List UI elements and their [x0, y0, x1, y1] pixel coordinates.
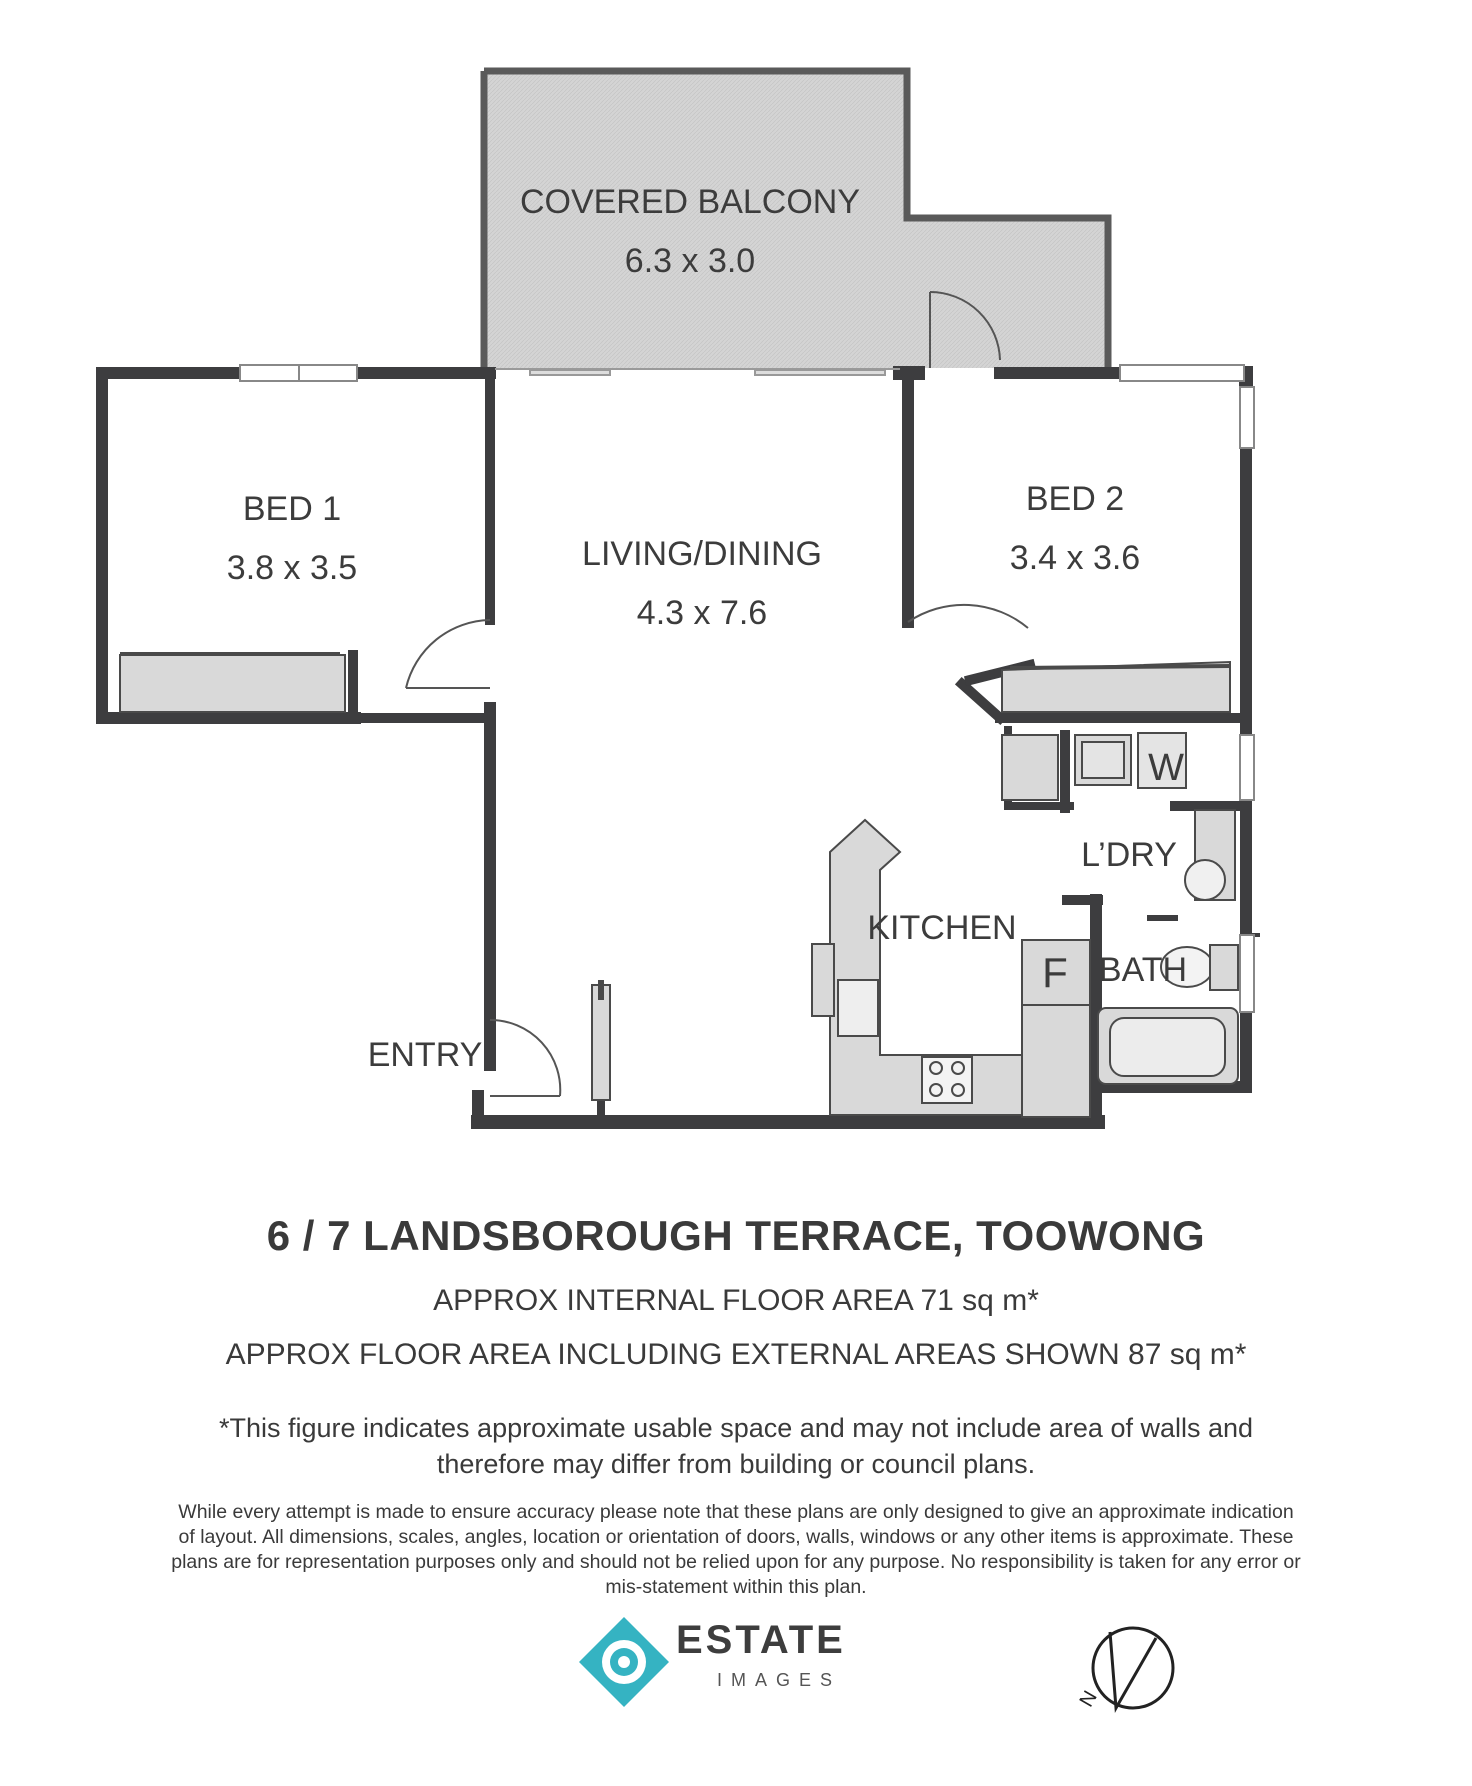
bed1-size: 3.8 x 3.5	[226, 549, 358, 587]
living-name: LIVING/DINING	[582, 535, 822, 573]
brand-sub: IMAGES	[717, 1670, 842, 1690]
bed1-name: BED 1	[242, 490, 342, 528]
bed2-name: BED 2	[1025, 480, 1125, 518]
area-note: *This figure indicates approximate usable space and may not include area of walls and therefore may differ from building or council plans.	[218, 1413, 1254, 1479]
internal-floor-area: APPROX INTERNAL FLOOR AREA 71 sq m*	[433, 1284, 1039, 1317]
kitchen-name: KITCHEN	[867, 909, 1017, 947]
disclaimer: While every attempt is made to ensure accuracy please note that these plans are only designed to give an approximate indication of layout. All dimensions, scales, angles, location or orientation of doors, walls, windows or any other items is approximate. These plans are for representation purposes only and should not be relied upon for any purpose. No responsibility is taken for any error or mis-statement within this plan.	[171, 1501, 1301, 1598]
brand-name: ESTATE	[676, 1618, 846, 1662]
property-address: 6 / 7 LANDSBOROUGH TERRACE, TOOWONG	[266, 1212, 1206, 1259]
compass-label: N	[1075, 1687, 1102, 1711]
bed2-size: 3.4 x 3.6	[1009, 539, 1141, 577]
entry-name: ENTRY	[367, 1036, 483, 1074]
bath-name: BATH	[1098, 951, 1188, 989]
washer-symbol: W	[1148, 747, 1184, 789]
doors	[406, 292, 1028, 1096]
living-size: 4.3 x 7.6	[636, 594, 768, 632]
north-compass-icon	[1070, 1610, 1180, 1720]
laundry-name: L’DRY	[1081, 836, 1177, 874]
total-floor-area: APPROX FLOOR AREA INCLUDING EXTERNAL AREAS SHOWN 87 sq m*	[225, 1338, 1247, 1371]
estate-images-logo-icon	[577, 1615, 672, 1710]
balcony-name: COVERED BALCONY	[519, 183, 861, 221]
fridge-symbol: F	[1042, 949, 1068, 996]
balcony-size: 6.3 x 3.0	[624, 242, 756, 280]
